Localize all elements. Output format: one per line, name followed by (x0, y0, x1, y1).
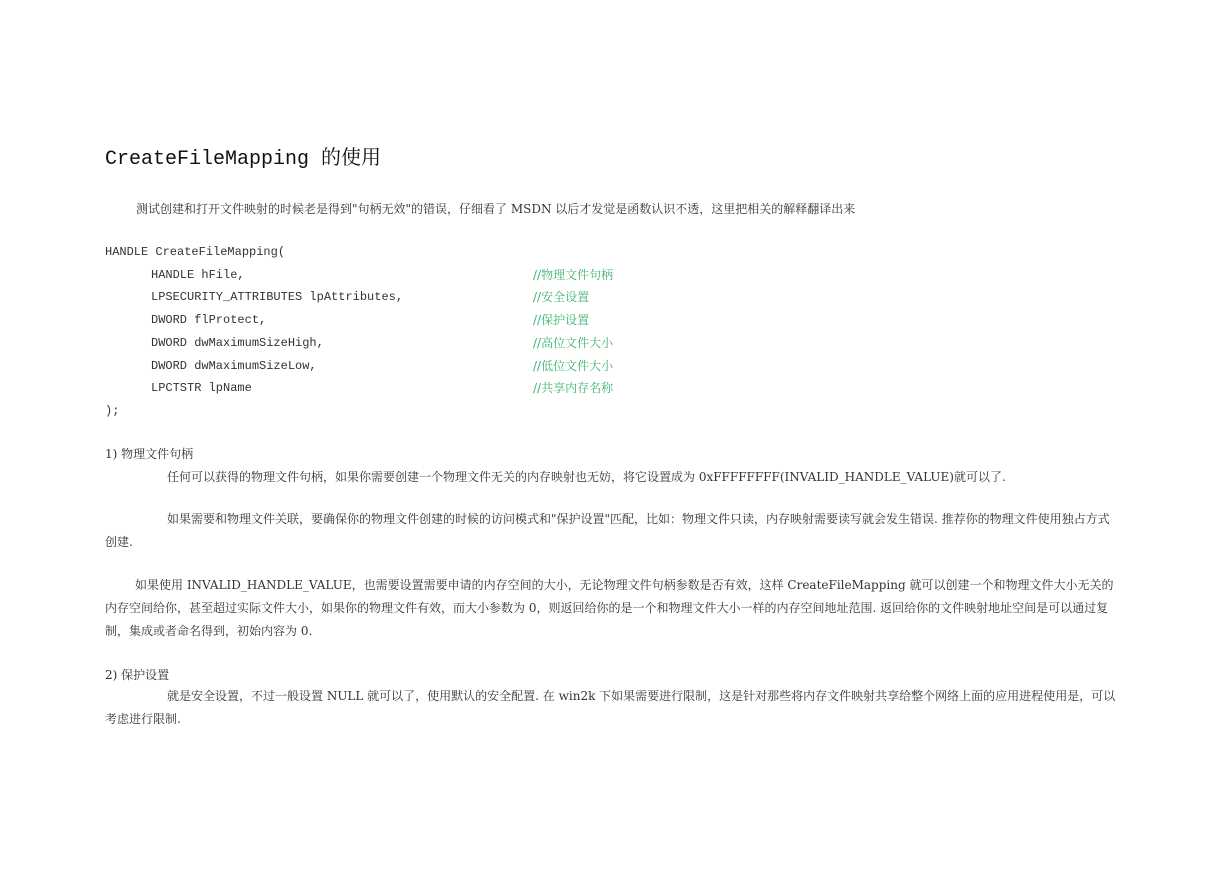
code-signature-close: ); (105, 404, 120, 418)
intro-paragraph: 测试创建和打开文件映射的时候老是得到"句柄无效"的错误，仔细看了 MSDN 以后才发觉是函数认识不透，这里把相关的解释翻译出来 (136, 202, 856, 216)
code-comment: //保护设置 (533, 313, 590, 327)
page-title: CreateFileMapping 的使用 (105, 148, 382, 171)
code-param-line: DWORD dwMaximumSizeHigh, (151, 336, 324, 350)
code-signature-open: HANDLE CreateFileMapping( (105, 245, 286, 259)
code-param-line: HANDLE hFile, (151, 268, 245, 282)
section-paragraph: 就是安全设置，不过一般设置 NULL 就可以了，使用默认的安全配置. 在 win2k 下如果需要进行限制，这是针对那些将内存文件映射共享给整个网络上面的应用进程使用是，可以考虑进行限制. (105, 689, 1116, 726)
code-comment: //低位文件大小 (533, 359, 614, 373)
code-param-line: LPSECURITY_ATTRIBUTES lpAttributes, (151, 290, 404, 304)
code-param-line: DWORD flProtect, (151, 313, 267, 327)
section-heading: 1) 物理文件句柄 (105, 447, 194, 461)
section-paragraph: 任何可以获得的物理文件句柄，如果你需要创建一个物理文件无关的内存映射也无妨，将它设置成为 0xFFFFFFFF(INVALID_HANDLE_VALUE)就可以了. (167, 470, 1006, 484)
code-param-line: LPCTSTR lpName (151, 381, 252, 395)
code-comment: //安全设置 (533, 290, 590, 304)
section-heading: 2) 保护设置 (105, 668, 170, 682)
section-paragraph: 如果使用 INVALID_HANDLE_VALUE，也需要设置需要申请的内存空间的大小，无论物理文件句柄参数是否有效，这样 CreateFileMapping 就可以创建一个和物理文件大小无关的内存空间给你，甚至超过实际文件大小，如果你的物理文件有效，而大小参数为 0，则返回给你的是一个和物理文件大小一样的内存空间地址范围. 返回给你的文件映射地址空间是可以通过复制，集成或者命名得到，初始内容为 0. (105, 578, 1114, 638)
code-comment: //物理文件句柄 (533, 268, 614, 282)
code-comment: //高位文件大小 (533, 336, 614, 350)
code-comment: //共享内存名称 (533, 381, 614, 395)
section-paragraph: 如果需要和物理文件关联，要确保你的物理文件创建的时候的访问模式和"保护设置"匹配，比如：物理文件只读，内存映射需要读写就会发生错误. 推荐你的物理文件使用独占方式创建. (105, 512, 1110, 549)
code-param-line: DWORD dwMaximumSizeLow, (151, 359, 317, 373)
